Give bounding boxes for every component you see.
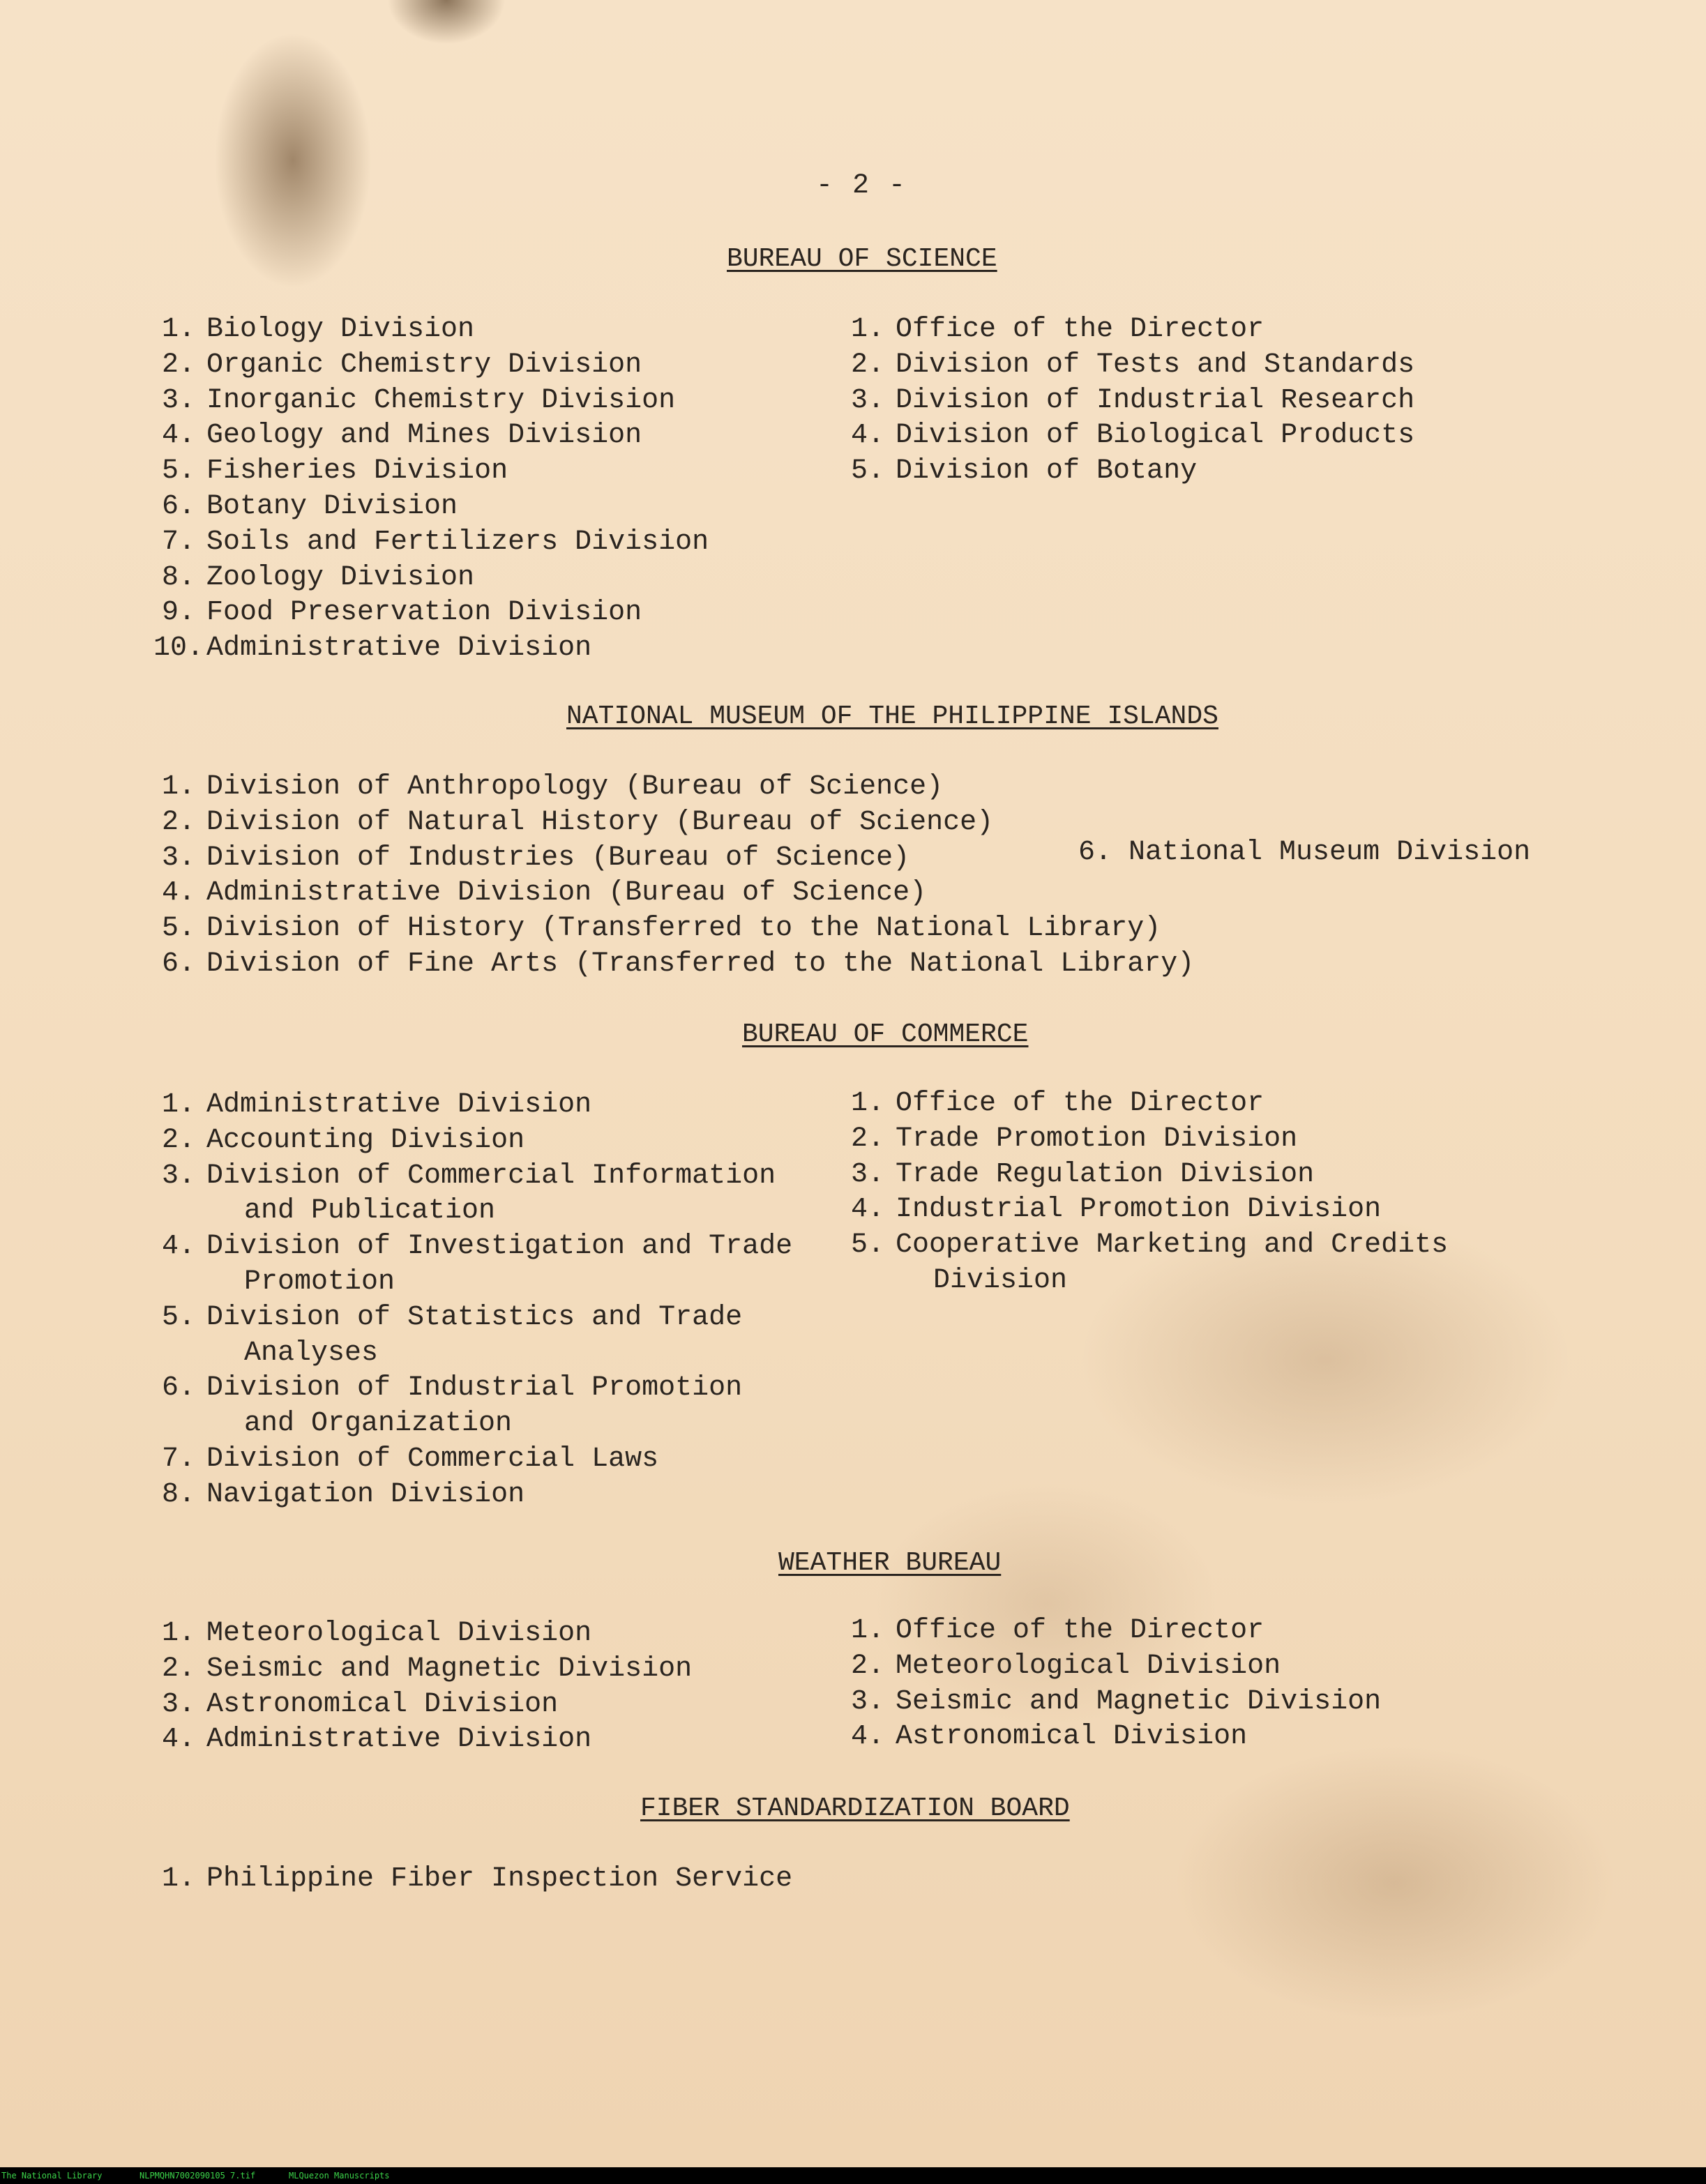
list-item — [153, 1688, 692, 1723]
item-number: 6. — [161, 490, 195, 522]
list-item — [153, 841, 1194, 877]
item-number: 3. — [850, 1685, 884, 1717]
item-text-continuation: Promotion — [244, 1266, 395, 1298]
item-number: 3. — [161, 1688, 195, 1720]
list-item — [153, 1123, 792, 1159]
item-text: Zoology Division — [206, 561, 475, 593]
weather-bureau-divisions-after — [843, 1614, 1381, 1755]
item-number: 1. — [161, 1089, 195, 1121]
item-number: 3. — [850, 384, 884, 416]
list-item — [153, 348, 709, 384]
national-museum-division-item: 6. National Museum Division — [1078, 837, 1531, 868]
item-text: Division of Natural History (Bureau of Science) — [206, 806, 994, 838]
fiber-board-divisions — [153, 1862, 792, 1897]
list-item — [153, 631, 709, 667]
item-text: Division of History (Transferred to the National Library) — [206, 913, 1161, 945]
list-item — [153, 1159, 792, 1230]
footer-library: The National Library — [1, 2171, 103, 2181]
list-item — [153, 1722, 692, 1758]
heading-national-museum: NATIONAL MUSEUM OF THE PHILIPPINE ISLANDS — [566, 702, 1218, 731]
item-text: Division of Fine Arts (Transferred to the National Library) — [206, 948, 1195, 980]
item-number: 3. — [161, 1160, 195, 1192]
footer-collection: MLQuezon Manuscripts — [289, 2171, 390, 2181]
item-number: 4. — [850, 1194, 884, 1226]
item-text: Division of Botany — [896, 455, 1198, 487]
item-number: 2. — [850, 349, 884, 381]
item-number: 4. — [161, 1724, 195, 1756]
item-text-continuation: Division — [933, 1264, 1068, 1296]
list-item — [843, 312, 1414, 348]
item-number: 6. — [161, 1372, 195, 1404]
item-text: Botany Division — [206, 490, 458, 522]
item-text-continuation: and Publication — [244, 1195, 496, 1227]
item-number: 3. — [161, 842, 195, 874]
list-item — [843, 454, 1414, 490]
item-number: 1. — [850, 1615, 884, 1646]
item-text: Soils and Fertilizers Division — [206, 526, 709, 558]
list-item — [153, 1300, 792, 1372]
item-number: 5. — [850, 455, 884, 487]
item-number: 4. — [161, 1231, 195, 1263]
list-item — [843, 1158, 1448, 1193]
item-number: 4. — [161, 420, 195, 452]
item-text: Administrative Division — [206, 1724, 592, 1756]
item-number: 5. — [161, 913, 195, 945]
item-text: Accounting Division — [206, 1124, 525, 1156]
item-text: Office of the Director — [896, 1088, 1265, 1119]
heading-bureau-of-commerce: BUREAU OF COMMERCE — [742, 1019, 1029, 1049]
list-item — [843, 1086, 1448, 1122]
item-text: Division of Anthropology (Bureau of Science) — [206, 771, 944, 803]
item-number: 1. — [161, 771, 195, 803]
item-number: 8. — [161, 561, 195, 593]
item-text: Administrative Division (Bureau of Science) — [206, 877, 927, 909]
heading-bureau-of-science: BUREAU OF SCIENCE — [727, 244, 997, 274]
footer-file: NLPMQHN7002090105 7.tif — [139, 2171, 256, 2181]
item-number: 1. — [161, 314, 195, 345]
list-item — [153, 312, 709, 348]
item-text: Administrative Division — [206, 1089, 592, 1121]
list-item — [843, 1228, 1448, 1299]
item-number: 3. — [161, 384, 195, 416]
item-number: 4. — [850, 1721, 884, 1753]
item-text: Cooperative Marketing and Credits — [896, 1229, 1449, 1261]
item-number: 5. — [850, 1229, 884, 1261]
heading-fiber-standardization-board: FIBER STANDARDIZATION BOARD — [640, 1794, 1070, 1823]
item-number: 2. — [161, 806, 195, 838]
item-number: 9. — [161, 597, 195, 629]
list-item — [153, 1862, 792, 1897]
item-number: 4. — [161, 877, 195, 909]
weather-bureau-divisions-before — [153, 1616, 692, 1758]
list-item — [843, 1614, 1381, 1649]
list-item — [153, 490, 709, 525]
list-item — [153, 911, 1194, 947]
list-item — [153, 418, 709, 454]
list-item — [153, 876, 1194, 911]
item-text: Industrial Promotion Division — [896, 1194, 1382, 1226]
item-number: 2. — [850, 1650, 884, 1682]
item-number: 7. — [161, 526, 195, 558]
list-item — [153, 596, 709, 631]
list-item — [153, 1229, 792, 1300]
item-number: 1. — [850, 314, 884, 345]
item-number: 7. — [161, 1443, 195, 1475]
list-item — [153, 1371, 792, 1442]
item-text-continuation: and Organization — [244, 1408, 513, 1440]
item-text: Geology and Mines Division — [206, 420, 642, 452]
item-text-continuation: Analyses — [244, 1337, 379, 1369]
item-number: 1. — [161, 1863, 195, 1895]
list-item — [843, 348, 1414, 384]
list-item — [153, 1088, 792, 1123]
list-item — [843, 418, 1414, 454]
item-text: Division of Statistics and Trade — [206, 1301, 743, 1333]
item-text: Seismic and Magnetic Division — [896, 1685, 1382, 1717]
item-text: Navigation Division — [206, 1478, 525, 1510]
list-item — [153, 770, 1194, 805]
item-text: Organic Chemistry Division — [206, 349, 642, 381]
item-text: Seismic and Magnetic Division — [206, 1653, 693, 1685]
item-number: 2. — [850, 1123, 884, 1155]
item-text: Division of Industrial Promotion — [206, 1372, 743, 1404]
list-item — [843, 384, 1414, 419]
item-number: 2. — [161, 1653, 195, 1685]
item-text: Biology Division — [206, 314, 475, 345]
item-text: Office of the Director — [896, 314, 1265, 345]
list-item — [153, 947, 1194, 983]
item-text: Inorganic Chemistry Division — [206, 384, 676, 416]
item-text: Fisheries Division — [206, 455, 508, 487]
item-number: 4. — [850, 420, 884, 452]
list-item — [153, 561, 709, 596]
item-text: Trade Regulation Division — [896, 1158, 1315, 1190]
archive-footer-strip — [0, 2167, 1706, 2184]
item-text: Division of Biological Products — [896, 420, 1415, 452]
list-item — [153, 454, 709, 490]
bureau-of-commerce-divisions-after — [843, 1086, 1448, 1299]
item-text: Division of Industries (Bureau of Science) — [206, 842, 910, 874]
bureau-of-commerce-divisions-before — [153, 1088, 792, 1513]
item-number: 5. — [161, 455, 195, 487]
list-item — [153, 805, 1194, 841]
item-text: Division of Commercial Laws — [206, 1443, 659, 1475]
list-item — [843, 1122, 1448, 1158]
item-number: 1. — [161, 1618, 195, 1649]
item-text: Food Preservation Division — [206, 597, 642, 629]
item-text: Meteorological Division — [206, 1618, 592, 1649]
page-number: - 2 - — [816, 170, 907, 202]
item-text: Office of the Director — [896, 1615, 1265, 1646]
item-number: 5. — [161, 1301, 195, 1333]
list-item — [153, 1478, 792, 1513]
list-item — [843, 1192, 1448, 1228]
list-item — [843, 1720, 1381, 1755]
bureau-of-science-divisions-after — [843, 312, 1414, 490]
item-text: Astronomical Division — [896, 1721, 1248, 1753]
item-text: Division of Investigation and Trade — [206, 1231, 793, 1263]
item-number: 8. — [161, 1478, 195, 1510]
item-text: Division of Commercial Information — [206, 1160, 776, 1192]
item-number: 1. — [850, 1088, 884, 1119]
item-text: Meteorological Division — [896, 1650, 1281, 1682]
list-item — [153, 1652, 692, 1688]
item-number: 3. — [850, 1158, 884, 1190]
heading-weather-bureau: WEATHER BUREAU — [778, 1548, 1002, 1578]
list-item — [153, 384, 709, 419]
item-text: Astronomical Division — [206, 1688, 559, 1720]
item-text: Division of Industrial Research — [896, 384, 1415, 416]
list-item — [153, 525, 709, 561]
item-text: Administrative Division — [206, 632, 592, 665]
item-number: 10. — [153, 632, 204, 665]
list-item — [843, 1685, 1381, 1720]
bureau-of-science-divisions-before — [153, 312, 709, 667]
item-number: 2. — [161, 1124, 195, 1156]
national-museum-divisions — [153, 770, 1194, 983]
item-text: Trade Promotion Division — [896, 1123, 1298, 1155]
item-text: Division of Tests and Standards — [896, 349, 1415, 381]
item-number: 6. — [161, 948, 195, 980]
list-item — [153, 1442, 792, 1478]
list-item — [153, 1616, 692, 1652]
list-item — [843, 1649, 1381, 1685]
item-number: 2. — [161, 349, 195, 381]
item-text: Philippine Fiber Inspection Service — [206, 1863, 793, 1895]
